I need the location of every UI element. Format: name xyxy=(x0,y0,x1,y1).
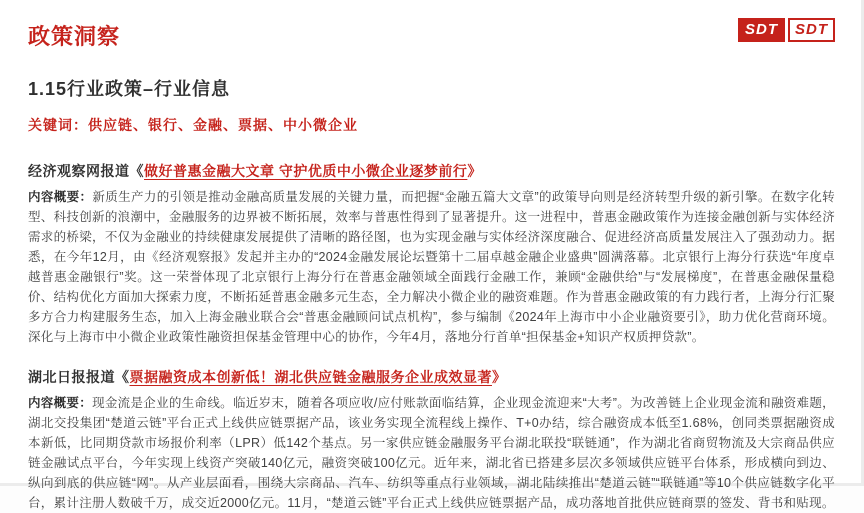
article-title-close-2: 》 xyxy=(492,369,507,385)
article-summary-2 xyxy=(28,393,835,513)
article-title-link-2[interactable]: 票据融资成本创新低！湖北供应链金融服务企业成效显著 xyxy=(129,369,492,385)
article-title-close-1: 》 xyxy=(467,163,482,179)
article-source-2: 湖北日报报道《 xyxy=(28,369,130,385)
article-summary-1 xyxy=(28,187,835,347)
summary-text-1: 新质生产力的引领是推动金融高质量发展的关键力量，而把握“金融五篇大文章”的政策导向则是经济转型升级的新引擎。在数字化转型、科技创新的浪潮中，金融服务的边界被不断拓展，效率与普惠性得到了显著提升。这一进程中，普惠金融政策作为连接金融创新与实体经济需求的桥梁，不仅为金融业的持续健康发展提供了清晰的路径图，也为实现金融与实体经济深度融合、促进经济高质量发展注入了强劲动力。据悉，在今年12月，由《经济观察报》发起并主办的“2024金融发展论坛暨第十二届卓越金融企业盛典”圆满落幕。北京银行上海分行获选“年度卓越普惠金融银行”奖。这一荣誉体现了北京银行上海分行在普惠金融领域全面践行金融工作，兼顾“金融供给”与“发展梯度”，在普惠金融保量稳价、结构优化方面加大探索力度，不断拓延普惠金融多元生态，全力解决小微企业的融资难题。作为普惠金融政策的有力践行者，上海分行汇聚多方合力构建服务生态，加入上海金融业联合会“普惠金融顾问试点机构”，参与编制《2024年上海市中小企业融资要引》，助力优化营商环境。深化与上海市中小微企业政策性融资担保基金管理中心的协作，今年4月，落地分行首单“担保基金+知识产权质押贷款”。 xyxy=(28,190,835,344)
article-source-1: 经济观察网报道《 xyxy=(28,163,144,179)
article-title-link-1[interactable]: 做好普惠金融大文章 守护优质中小微企业逐梦前行 xyxy=(144,163,468,179)
header xyxy=(28,16,835,51)
summary-label-2: 内容概要： xyxy=(28,396,93,410)
sdt-logo-right: SDT xyxy=(788,18,835,42)
page-title: 政策洞察 xyxy=(28,24,121,49)
sdt-logo xyxy=(738,18,835,42)
article-heading-1 xyxy=(28,161,835,181)
sdt-logo-left: SDT xyxy=(738,18,785,42)
summary-text-2: 现金流是企业的生命线。临近岁末，随着各项应收/应付账款面临结算，企业现金流迎来“大考”。为改善链上企业现金流和融资难题，湖北交投集团“楚道云链”平台正式上线供应链票据产品，该业务实现全流程线上操作、T+0办结，综合融资成本低至1.68%，创同类票据融资成本新低，比同期贷款市场报价利率（LPR）低142个基点。另一家供应链金融服务平台湖北联投“联链通”，作为湖北省商贸物流及大宗商品供应链金融试点平台，今年实现上线资产突破140亿元，融资突破100亿元。近年来，湖北省已搭建多层次多领域供应链平台体系，形成横向到边、纵向到底的供应链“网”。从产业层面看，围绕大宗商品、汽车、纺织等重点行业领域，湖北陆续推出“楚道云链”“联链通”等10个供应链数字化平台，累计注册人数破千万，成交近2000亿元。11月，“楚道云链”平台正式上线供应链票据产品，成功落地首批供应链商票的签发、背书和贴现。 xyxy=(28,396,835,510)
summary-label-1: 内容概要： xyxy=(28,190,93,204)
article-heading-2 xyxy=(28,367,835,387)
article-section-2 xyxy=(28,367,835,513)
keywords-line: 关键词：供应链、银行、金融、票据、中小微企业 xyxy=(28,117,358,133)
article-section-1 xyxy=(28,161,835,347)
section-title: 1.15行业政策–行业信息 xyxy=(28,79,231,99)
